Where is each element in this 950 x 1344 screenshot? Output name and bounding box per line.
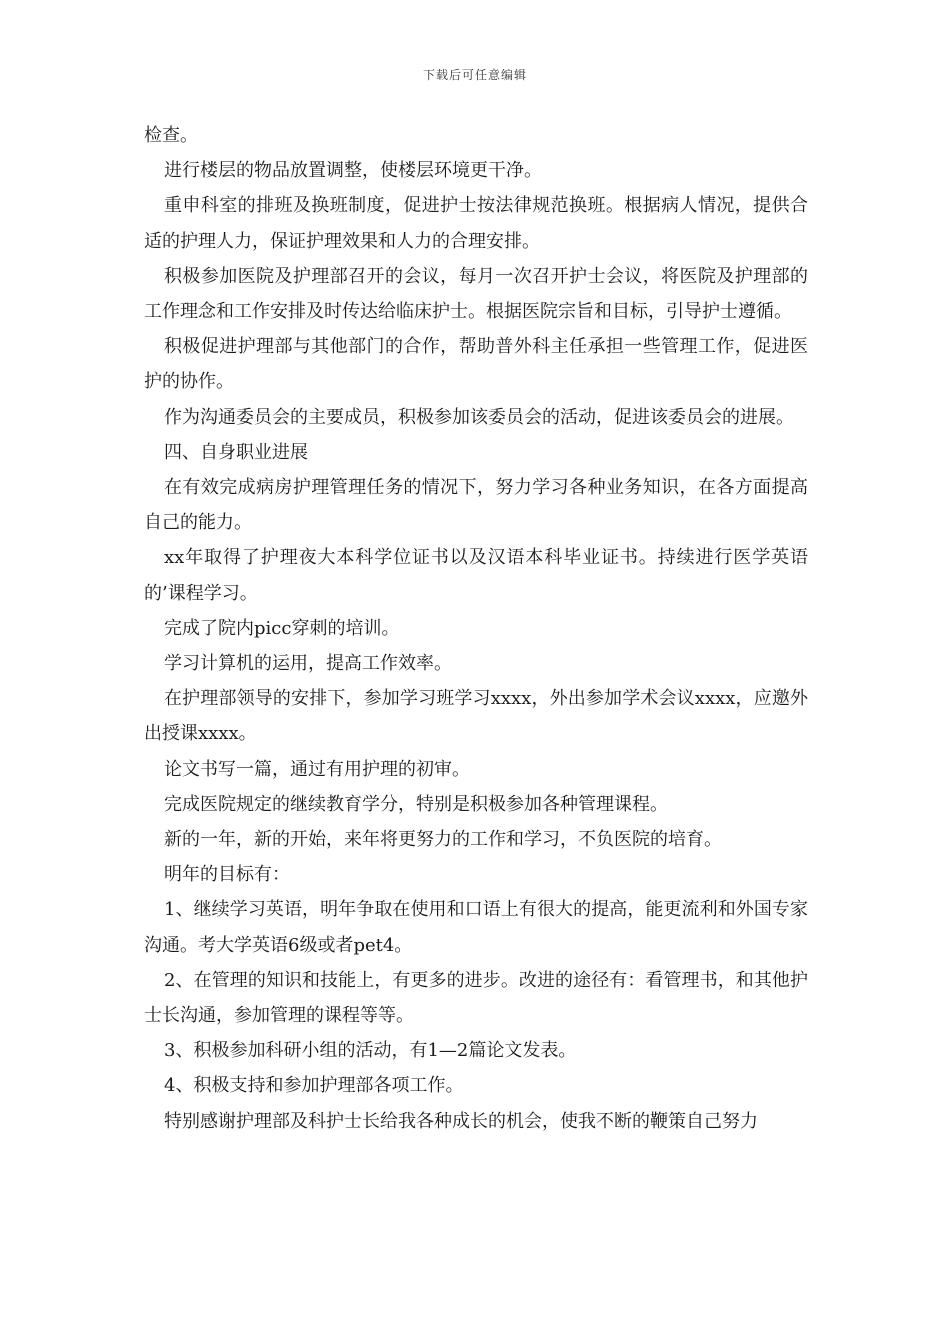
section-heading: 四、自身职业进展 — [164, 441, 308, 463]
page-header: 下载后可任意编辑 — [422, 68, 527, 82]
paragraph-21: 特别感谢护理部及科护士长给我各种成长的机会，使我不断的鞭策自己努力 — [164, 1110, 758, 1132]
paragraph-3: 重申科室的排班及换班制度，促进护士按法律规范换班。根据病人情况，提供合适的护理人力，保证护理效果和人力的合理安排。 — [144, 195, 808, 252]
paragraph-9: xx年取得了护理夜大本科学位证书以及汉语本科毕业证书。持续进行医学英语的’课程学习。 — [144, 547, 808, 604]
goal-item-4: 4、积极支持和参加护理部各项工作。 — [164, 1075, 464, 1097]
document-body — [144, 118, 808, 1139]
goal-item-2: 2、在管理的知识和技能上，有更多的进步。改进的途径有：看管理书，和其他护士长沟通，参加管理的课程等等。 — [144, 969, 808, 1027]
paragraph-5: 积极促进护理部与其他部门的合作，帮助普外科主任承担一些管理工作，促进医护的协作。 — [144, 336, 808, 393]
paragraph-8: 在有效完成病房护理管理任务的情况下，努力学习各种业务知识，在各方面提高自己的能力。 — [144, 477, 808, 534]
paragraph-1: 检查。 — [144, 125, 198, 146]
paragraph-14: 完成医院规定的继续教育学分，特别是积极参加各种管理课程。 — [164, 793, 668, 815]
paragraph-4: 积极参加医院及护理部召开的会议，每月一次召开护士会议，将医院及护理部的工作理念和工作安排及时传达给临床护士。根据医院宗旨和目标，引导护士遵循。 — [144, 265, 808, 323]
paragraph-2: 进行楼层的物品放置调整，使楼层环境更干净。 — [164, 160, 542, 182]
paragraph-12: 在护理部领导的安排下，参加学习班学习xxxx，外出参加学术会议xxxx，应邀外出授课xxxx。 — [144, 688, 808, 745]
paragraph-6: 作为沟通委员会的主要成员，积极参加该委员会的活动，促进该委员会的进展。 — [164, 406, 794, 428]
paragraph-15: 新的一年，新的开始，来年将更努力的工作和学习，不负医院的培育。 — [164, 829, 722, 851]
paragraph-11: 学习计算机的运用，提高工作效率。 — [164, 653, 452, 675]
goal-item-1: 1、继续学习英语，明年争取在使用和口语上有很大的提高，能更流利和外国专家沟通。考大学英语6级或者pet4。 — [144, 899, 808, 956]
goal-item-3: 3、积极参加科研小组的活动，有1—2篇论文发表。 — [164, 1040, 577, 1062]
paragraph-10: 完成了院内picc穿刺的培训。 — [164, 617, 400, 639]
goals-heading: 明年的目标有： — [164, 864, 290, 886]
paragraph-13: 论文书写一篇，通过有用护理的初审。 — [164, 758, 470, 780]
